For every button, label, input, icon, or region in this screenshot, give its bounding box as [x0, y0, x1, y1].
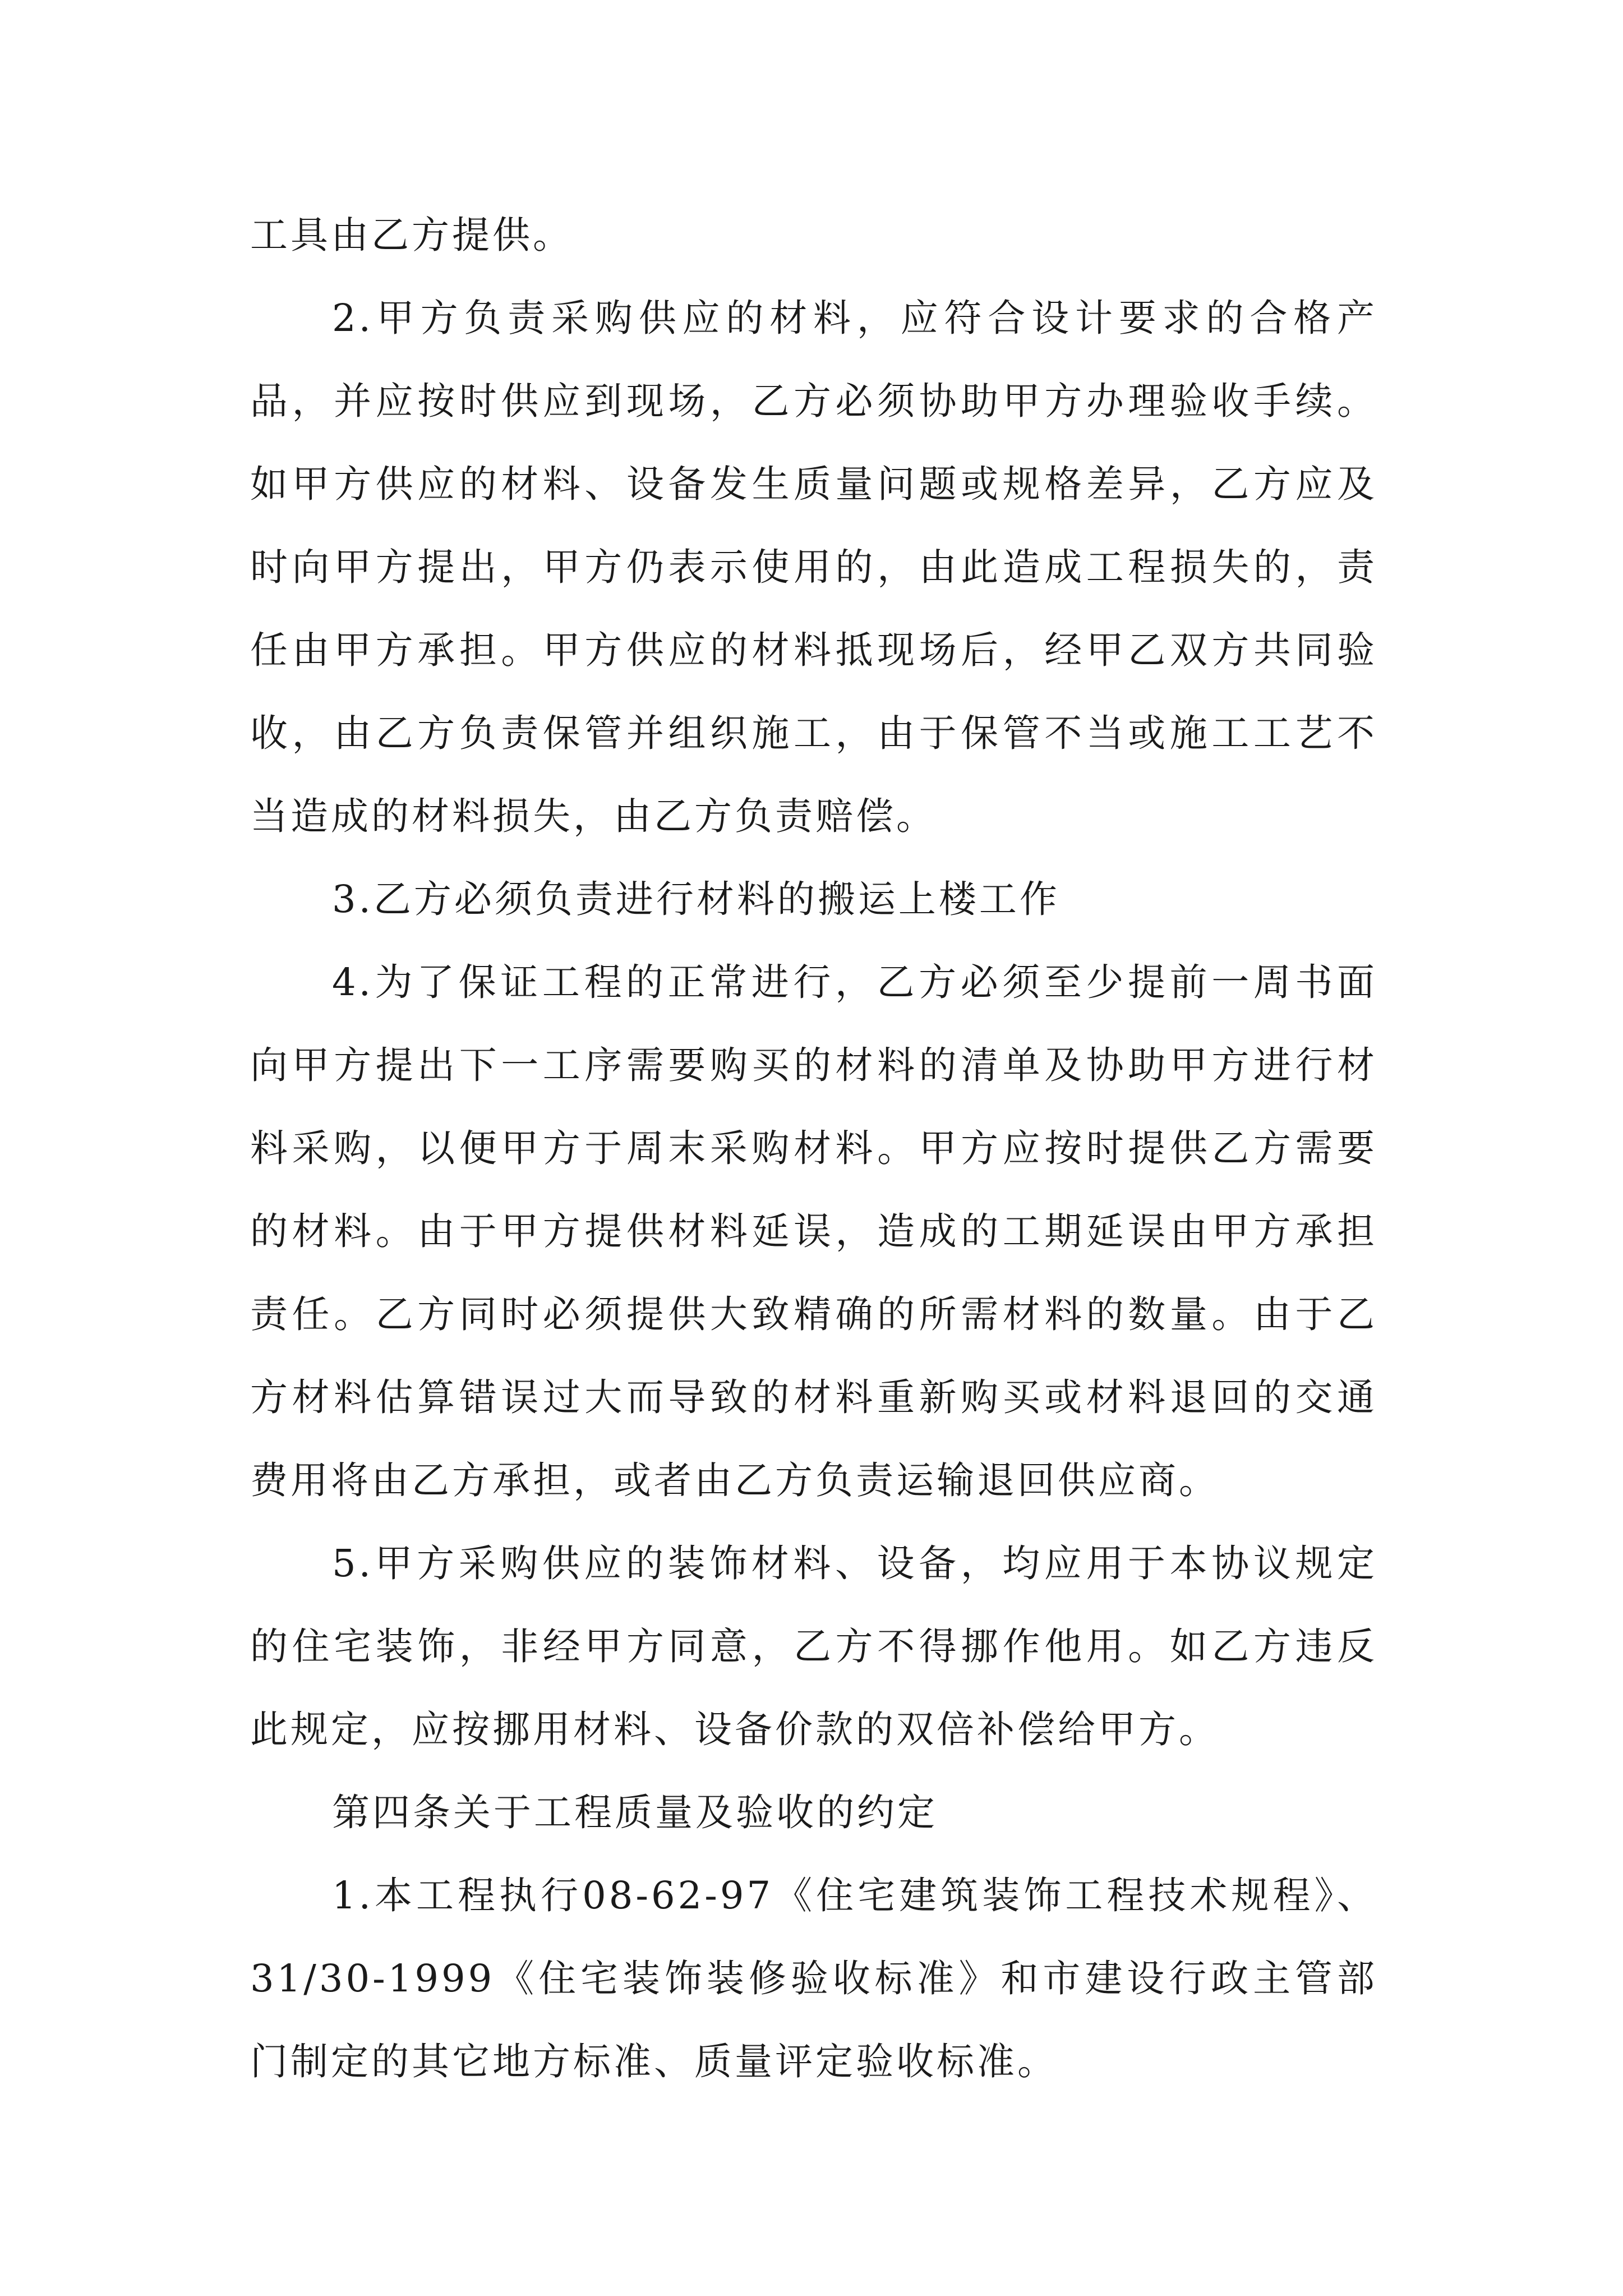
- section-heading-article-4: 第四条关于工程质量及验收的约定: [332, 1791, 938, 1834]
- document-body: [250, 194, 1377, 2103]
- paragraph-article-4-item-1: 1.本工程执行08-62-97《住宅建筑装饰工程技术规程》、31/30-1999《住宅装饰装修验收标准》和市建设行政主管部门制定的其它地方标准、质量评定验收标准。: [250, 1874, 1377, 2083]
- paragraph-item-2: 2.甲方负责采购供应的材料，应符合设计要求的合格产品，并应按时供应到现场，乙方必须协助甲方办理验收手续。如甲方供应的材料、设备发生质量问题或规格差异，乙方应及时向甲方提出，甲方仍表示使用的，由此造成工程损失的，责任由甲方承担。甲方供应的材料抵现场后，经甲乙双方共同验收，由乙方负责保管并组织施工，由于保管不当或施工工艺不当造成的材料损失，由乙方负责赔偿。: [250, 296, 1377, 838]
- paragraph-item-3: 3.乙方必须负责进行材料的搬运上楼工作: [332, 877, 1060, 921]
- paragraph-item-4: 4.为了保证工程的正常进行，乙方必须至少提前一周书面向甲方提出下一工序需要购买的材料的清单及协助甲方进行材料采购，以便甲方于周末采购材料。甲方应按时提供乙方需要的材料。由于甲方提供材料延误，造成的工期延误由甲方承担责任。乙方同时必须提供大致精确的所需材料的数量。由于乙方材料估算错误过大而导致的材料重新购买或材料退回的交通费用将由乙方承担，或者由乙方负责运输退回供应商。: [250, 960, 1377, 1502]
- paragraph-item-5: 5.甲方采购供应的装饰材料、设备，均应用于本协议规定的住宅装饰，非经甲方同意，乙方不得挪作他用。如乙方违反此规定，应按挪用材料、设备价款的双倍补偿给甲方。: [250, 1542, 1377, 1751]
- paragraph-continuation: 工具由乙方提供。: [250, 213, 573, 257]
